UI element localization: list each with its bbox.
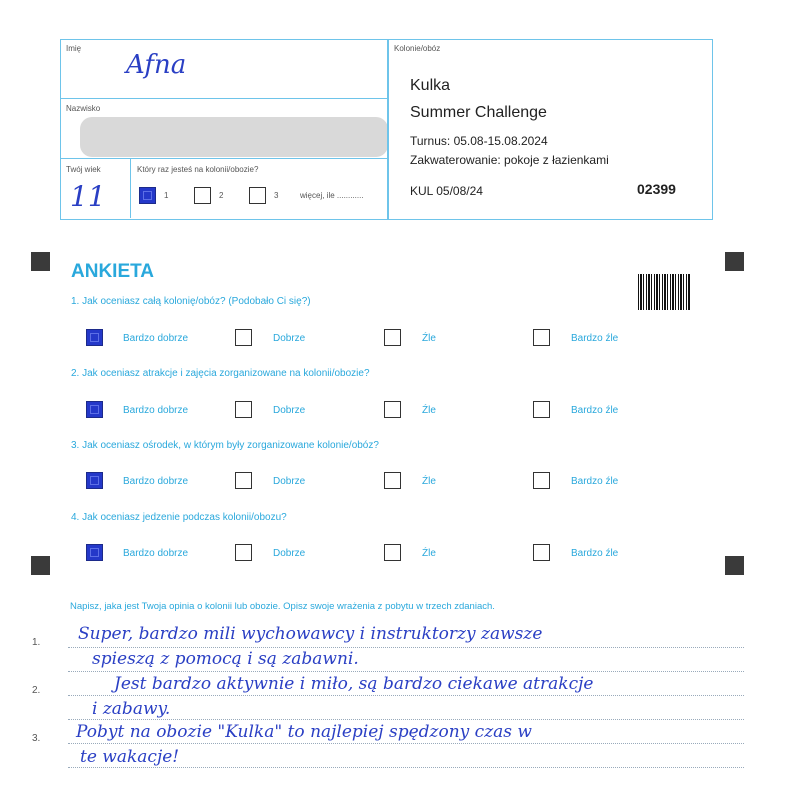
times-option-3: 3 xyxy=(274,191,279,200)
alignment-marker-top-right xyxy=(725,252,744,271)
q4-checkbox-very-good[interactable] xyxy=(86,544,103,561)
times-checkbox-2[interactable] xyxy=(194,187,211,204)
alignment-marker-bottom-right xyxy=(725,556,744,575)
times-label: Który raz jesteś na kolonii/obozie? xyxy=(137,165,259,174)
times-option-2: 2 xyxy=(219,191,224,200)
q4-option-very-bad: Bardzo źle xyxy=(571,548,619,559)
camp-program: Summer Challenge xyxy=(410,104,547,121)
q4-option-good: Dobrze xyxy=(273,548,306,559)
q2-option-very-good: Bardzo dobrze xyxy=(123,405,189,416)
accommodation: Zakwaterowanie: pokoje z łazienkami xyxy=(410,153,609,167)
q2-option-very-bad: Bardzo źle xyxy=(571,405,619,416)
divider-age xyxy=(130,158,131,218)
writing-line xyxy=(68,671,744,672)
opinion-number-1: 1. xyxy=(32,637,41,648)
q1-checkbox-very-bad[interactable] xyxy=(533,329,550,346)
opinion-number-2: 2. xyxy=(32,685,41,696)
times-option-1: 1 xyxy=(164,191,169,200)
q3-option-very-good: Bardzo dobrze xyxy=(123,476,189,487)
name-label: Imię xyxy=(66,44,82,53)
q1-option-very-bad: Bardzo źle xyxy=(571,333,619,344)
q3-option-bad: Źle xyxy=(422,476,436,487)
alignment-marker-top-left xyxy=(31,252,50,271)
question-1: 1. Jak oceniasz całą kolonię/obóz? (Podobało Ci się?) xyxy=(71,296,311,307)
q4-checkbox-good[interactable] xyxy=(235,544,252,561)
name-value[interactable]: Afna xyxy=(126,50,187,80)
q2-checkbox-bad[interactable] xyxy=(384,401,401,418)
q1-option-bad: Źle xyxy=(422,333,436,344)
divider-name xyxy=(60,98,387,99)
form-number: 02399 xyxy=(637,181,676,197)
times-checkbox-3[interactable] xyxy=(249,187,266,204)
writing-line xyxy=(68,695,744,696)
turnus: Turnus: 05.08-15.08.2024 xyxy=(410,134,548,148)
question-2: 2. Jak oceniasz atrakcje i zajęcia zorganizowane na kolonii/obozie? xyxy=(71,368,370,379)
alignment-marker-bottom-left xyxy=(31,556,50,575)
writing-line xyxy=(68,647,744,648)
opinion-answer-line[interactable]: Super, bardzo mili wychowawcy i instruktorzy zawsze xyxy=(78,624,543,644)
camp-code: KUL 05/08/24 xyxy=(410,184,483,198)
writing-line xyxy=(68,719,744,720)
q3-checkbox-very-good[interactable] xyxy=(86,472,103,489)
q1-checkbox-bad[interactable] xyxy=(384,329,401,346)
writing-line xyxy=(68,743,744,744)
opinion-answer-line[interactable]: Jest bardzo aktywnie i miło, są bardzo ciekawe atrakcje xyxy=(114,674,594,694)
opinion-answer-line[interactable]: i zabawy. xyxy=(92,699,171,719)
q1-option-good: Dobrze xyxy=(273,333,306,344)
q3-option-very-bad: Bardzo źle xyxy=(571,476,619,487)
divider-surname xyxy=(60,158,387,159)
question-4: 4. Jak oceniasz jedzenie podczas kolonii/obozu? xyxy=(71,512,287,523)
q1-checkbox-good[interactable] xyxy=(235,329,252,346)
q4-checkbox-bad[interactable] xyxy=(384,544,401,561)
opinion-answer-line[interactable]: te wakacje! xyxy=(80,747,180,767)
surname-redacted xyxy=(80,117,388,157)
q4-option-very-good: Bardzo dobrze xyxy=(123,548,189,559)
age-value[interactable]: 11 xyxy=(70,180,106,213)
q1-option-very-good: Bardzo dobrze xyxy=(123,333,189,344)
camp-name: Kulka xyxy=(410,77,451,94)
q4-option-bad: Źle xyxy=(422,548,436,559)
q2-checkbox-very-good[interactable] xyxy=(86,401,103,418)
barcode xyxy=(638,274,690,310)
opinion-answer-line[interactable]: Pobyt na obozie "Kulka" to najlepiej spędzony czas w xyxy=(76,722,532,742)
q3-checkbox-very-bad[interactable] xyxy=(533,472,550,489)
opinion-prompt: Napisz, jaka jest Twoja opinia o kolonii lub obozie. Opisz swoje wrażenia z pobytu w trzech zdaniach. xyxy=(70,601,495,612)
q1-checkbox-very-good[interactable] xyxy=(86,329,103,346)
times-checkbox-1[interactable] xyxy=(139,187,156,204)
survey-title: ANKIETA xyxy=(71,261,155,282)
opinion-number-3: 3. xyxy=(32,733,41,744)
question-3: 3. Jak oceniasz ośrodek, w którym były zorganizowane kolonie/obóz? xyxy=(71,440,379,451)
times-option-more: więcej, ile ............ xyxy=(300,191,364,200)
q3-option-good: Dobrze xyxy=(273,476,306,487)
camp-label: Kolonie/obóz xyxy=(394,44,441,53)
opinion-answer-line[interactable]: spieszą z pomocą i są zabawni. xyxy=(92,649,359,669)
q2-option-good: Dobrze xyxy=(273,405,306,416)
q3-checkbox-good[interactable] xyxy=(235,472,252,489)
surname-label: Nazwisko xyxy=(66,104,101,113)
q2-checkbox-good[interactable] xyxy=(235,401,252,418)
q2-checkbox-very-bad[interactable] xyxy=(533,401,550,418)
age-label: Twój wiek xyxy=(66,165,101,174)
q4-checkbox-very-bad[interactable] xyxy=(533,544,550,561)
writing-line xyxy=(68,767,744,768)
q2-option-bad: Źle xyxy=(422,405,436,416)
q3-checkbox-bad[interactable] xyxy=(384,472,401,489)
